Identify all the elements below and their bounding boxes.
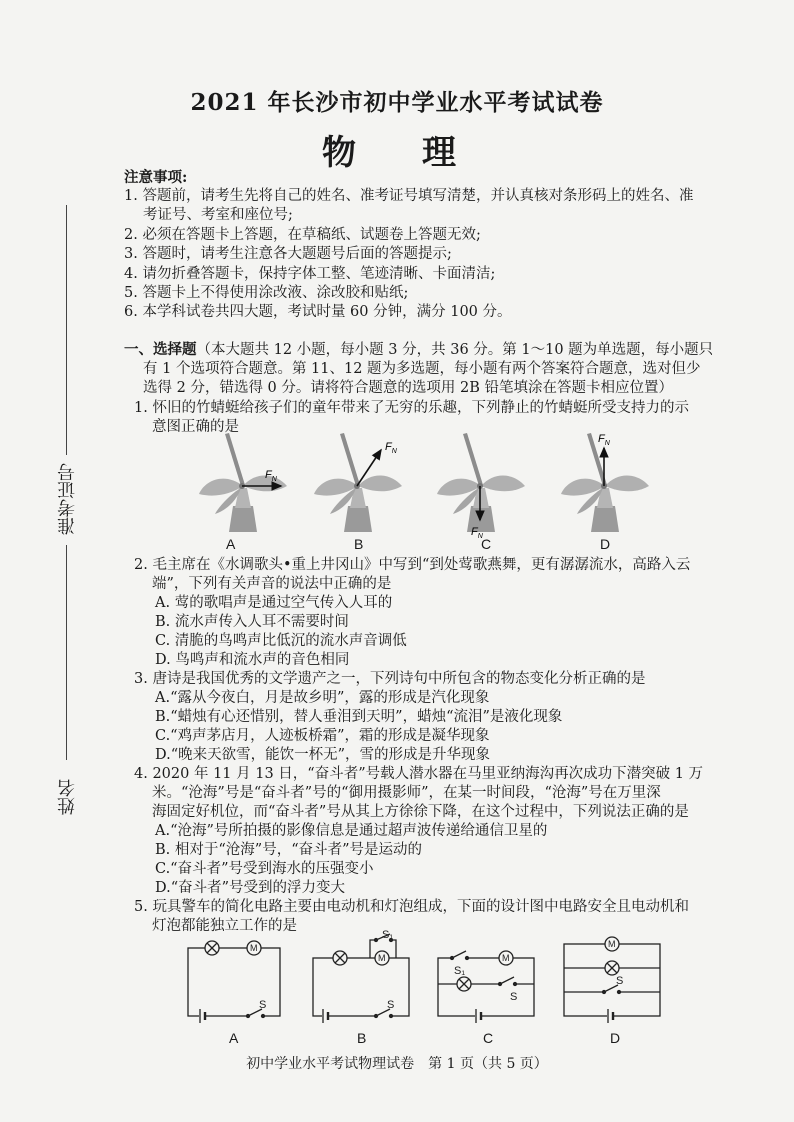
question-4-stem: 海固定好机位，而“奋斗者”号从其上方徐徐下降，在这个过程中，下列说法正确的是 <box>152 804 689 820</box>
question-3-option: B.“蜡烛有心还惜别，替人垂泪到天明”，蜡烛“流泪”是液化现象 <box>155 709 563 725</box>
page-footer: 初中学业水平考试物理试卷 第 1 页（共 5 页） <box>246 1056 548 1072</box>
exam-id-label: 准考证号 <box>57 463 78 535</box>
figure-label-c: C <box>481 536 492 552</box>
force-label-b: $F_N$ <box>385 441 397 455</box>
force-label-d: $F_N$ <box>598 433 610 447</box>
motor-label-c: M <box>502 953 510 963</box>
question-3-option: C.“鸡声茅店月，人迹板桥霜”，霜的形成是凝华现象 <box>155 728 490 744</box>
subject-title: 物 理 <box>322 133 472 173</box>
circuit-label-c: C <box>483 1030 494 1046</box>
switch1-label-b: S₁ <box>382 930 394 941</box>
question-3-option: D.“晚来天欲雪，能饮一杯无”，雪的形成是升华现象 <box>155 747 491 763</box>
switch1-label-c: S₁ <box>454 965 466 977</box>
question-2-stem: 2. 毛主席在《水调歌头•重上井冈山》中写到“到处莺歌燕舞，更有潺潺流水，高路入云 <box>134 557 691 573</box>
circuit-label-a: A <box>229 1030 239 1046</box>
figure-label-b: B <box>354 536 364 552</box>
question-2-option: C. 清脆的鸟鸣声比低沉的流水声音调低 <box>155 633 407 649</box>
motor-label-d: M <box>608 939 616 949</box>
notice-item: 考证号、考室和座位号; <box>143 207 293 223</box>
exam-id-underline <box>66 205 67 455</box>
motor-label-b: M <box>378 953 386 963</box>
circuit-b <box>313 934 409 1023</box>
figure-label-a: A <box>226 536 236 552</box>
figure-option-d <box>561 433 649 532</box>
question-1-figures <box>195 428 675 540</box>
section-label: 一、选择题 <box>124 341 197 358</box>
question-4-option: C.“奋斗者”号受到海水的压强变小 <box>155 861 374 877</box>
notice-item: 6. 本学科试卷共四大题，考试时量 60 分钟，满分 100 分。 <box>124 304 512 320</box>
force-label-c: $F_N$ <box>471 526 483 540</box>
question-5-stem: 灯泡都能独立工作的是 <box>152 918 297 934</box>
switch-label-b: S <box>387 999 395 1011</box>
section-instruction: （本大题共 12 小题，每小题 3 分，共 36 分。第 1～10 题为单选题，每小题只 <box>196 342 714 358</box>
question-2-option: A. 莺的歌唱声是通过空气传入人耳的 <box>155 595 393 611</box>
circuit-label-d: D <box>610 1030 621 1046</box>
motor-label-a: M <box>250 943 258 953</box>
question-1-stem: 1. 怀旧的竹蜻蜓给孩子们的童年带来了无穷的乐趣，下列静止的竹蜻蜓所受支持力的示 <box>134 400 689 416</box>
notice-item: 5. 答题卡上不得使用涂改液、涂改胶和贴纸; <box>124 285 409 301</box>
exam-title: 2021 年长沙市初中学业水平考试试卷 <box>190 89 604 116</box>
switch-label-c: S <box>510 991 518 1003</box>
figure-option-a <box>199 433 287 532</box>
question-4-option: B. 相对于“沧海”号，“奋斗者”号是运动的 <box>155 842 423 858</box>
question-4-stem: 米。“沧海”号是“奋斗者”号的“御用摄影师”，在某一时间段，“沧海”号在万里深 <box>152 785 661 801</box>
section-instruction: 选得 2 分，错选得 0 分。请将符合题意的选项用 2B 铅笔填涂在答题卡相应位置） <box>143 380 673 396</box>
question-3-stem: 3. 唐诗是我国优秀的文学遗产之一，下列诗句中所包含的物态变化分析正确的是 <box>134 671 646 687</box>
question-2-option: D. 鸟鸣声和流水声的音色相同 <box>155 652 350 668</box>
figure-option-b <box>314 433 402 532</box>
question-5-stem: 5. 玩具警车的简化电路主要由电动机和灯泡组成，下面的设计图中电路安全且电动机和 <box>134 899 689 915</box>
circuit-d <box>564 937 660 1023</box>
question-3-option: A.“露从今夜白，月是故乡明”，露的形成是汽化现象 <box>155 690 490 706</box>
circuit-c <box>438 951 534 1023</box>
notice-item: 4. 请勿折叠答题卡，保持字体工整、笔迹清晰、卡面清洁; <box>124 266 496 282</box>
question-2-stem: 端”，下列有关声音的说法中正确的是 <box>152 576 392 592</box>
switch-label-a: S <box>259 999 267 1011</box>
notice-item: 2. 必须在答题卡上答题，在草稿纸、试题卷上答题无效; <box>124 227 481 243</box>
question-4-option: A.“沧海”号所拍摄的影像信息是通过超声波传递给通信卫星的 <box>155 823 548 839</box>
section-heading <box>124 340 713 361</box>
notice-heading: 注意事项: <box>124 169 188 186</box>
question-1-stem: 意图正确的是 <box>152 419 239 435</box>
name-label: 姓名 <box>57 779 78 815</box>
notice-item: 3. 答题时，请考生注意各大题题号后面的答题提示; <box>124 246 452 262</box>
section-instruction: 有 1 个选项符合题意。第 11、12 题为多选题，每小题有两个答案符合题意，选对但少 <box>143 361 701 377</box>
question-2-option: B. 流水声传入人耳不需要时间 <box>155 614 349 630</box>
circuit-label-b: B <box>357 1030 367 1046</box>
force-label-a: $F_N$ <box>265 469 277 483</box>
notice-item: 1. 答题前，请考生先将自己的姓名、准考证号填写清楚，并认真核对条形码上的姓名、准 <box>124 188 694 204</box>
binding-margin <box>55 455 91 825</box>
figure-option-c <box>437 433 525 540</box>
switch-label-d: S <box>616 975 624 987</box>
figure-label-d: D <box>600 536 611 552</box>
name-underline <box>66 545 67 760</box>
question-4-option: D.“奋斗者”号受到的浮力变大 <box>155 880 346 896</box>
question-5-circuits <box>180 930 670 1025</box>
question-4-stem: 4. 2020 年 11 月 13 日，“奋斗者”号载人潜水器在马里亚纳海沟再次成功下潜突破 1 万 <box>134 766 704 782</box>
